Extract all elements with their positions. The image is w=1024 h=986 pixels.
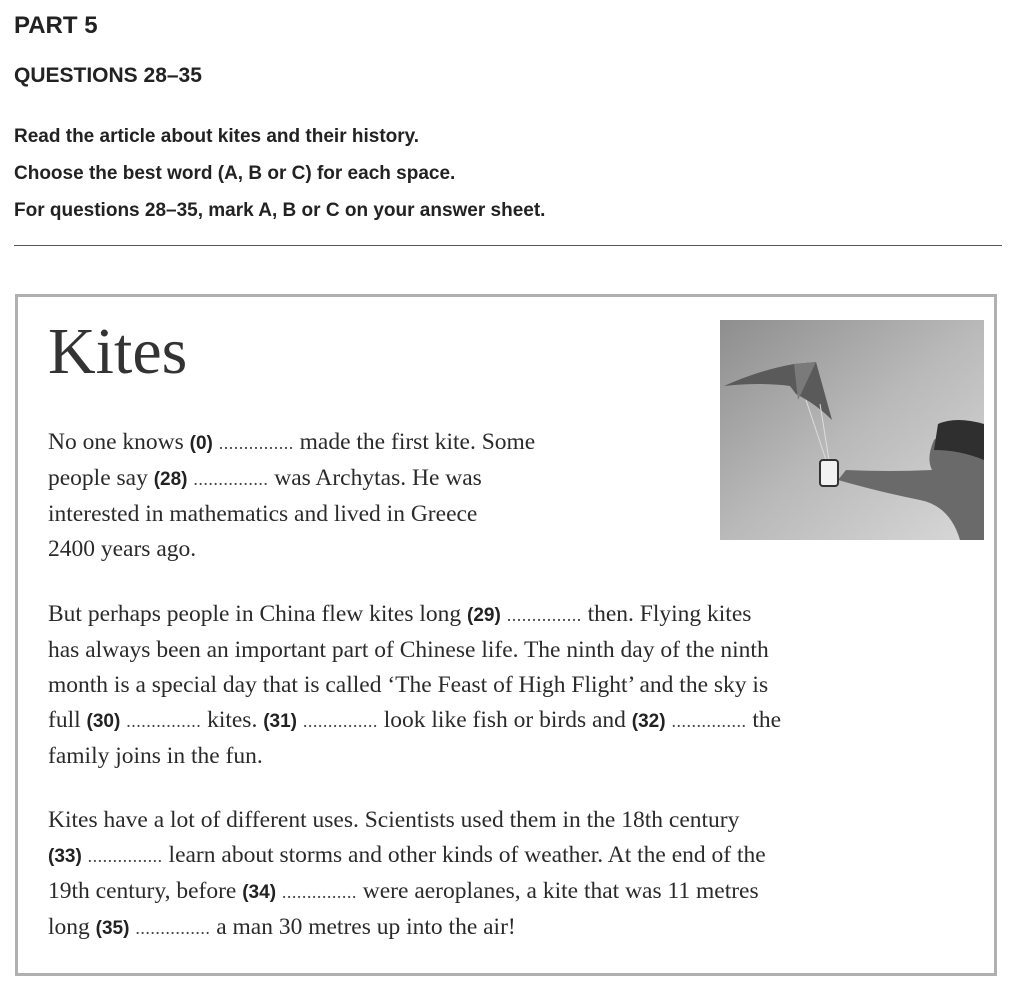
text-line: [48, 703, 988, 739]
instructions: [14, 118, 545, 229]
part-title: PART 5: [14, 12, 98, 39]
text-line: [48, 910, 988, 946]
question-number: (29): [467, 605, 501, 626]
text: But perhaps people in China flew kites long: [48, 601, 462, 627]
text: 19th century, before: [48, 878, 237, 904]
text-line: [48, 461, 688, 497]
kite-photo: [720, 320, 984, 540]
text: full: [48, 707, 81, 733]
text: a man 30 metres up into the air!: [216, 914, 516, 940]
article-box: [15, 294, 997, 976]
answer-blank: ...............: [135, 918, 211, 938]
instruction-line: Read the article about kites and their history.: [14, 126, 420, 147]
text: long: [48, 914, 90, 940]
text: made the first kite. Some: [299, 429, 536, 455]
answer-blank: ...............: [281, 882, 357, 902]
text-line: Kites have a lot of different uses. Scientists used them in the 18th century: [48, 807, 740, 833]
text: No one knows: [48, 429, 184, 455]
instruction-line: Choose the best word (A, B or C) for each space.: [14, 163, 456, 184]
instruction-line: For questions 28–35, mark A, B or C on your answer sheet.: [14, 200, 546, 221]
question-number: (31): [263, 711, 297, 732]
text-line: [48, 874, 988, 910]
text-line: [48, 838, 988, 874]
answer-blank: ...............: [671, 711, 747, 731]
question-number: (30): [86, 711, 121, 732]
text-line: [48, 425, 688, 461]
answer-blank: ...............: [302, 711, 378, 731]
question-number: (32): [631, 711, 666, 732]
question-number: (35): [95, 918, 130, 939]
text: the: [752, 707, 782, 733]
text: people say: [48, 465, 148, 491]
question-number: (28): [153, 469, 188, 490]
question-number: (33): [48, 846, 82, 867]
article-title: Kites: [48, 315, 188, 388]
answer-blank: ...............: [193, 469, 269, 489]
answer-blank: ...............: [218, 433, 294, 453]
question-number: (34): [242, 882, 277, 903]
text: was Archytas. He was: [274, 465, 482, 491]
paragraph-1: [48, 425, 688, 567]
question-number: (0): [189, 433, 213, 454]
text-line: has always been an important part of Chinese life. The ninth day of the ninth: [48, 637, 769, 663]
text: then. Flying kites: [587, 601, 752, 627]
text-line: family joins in the fun.: [48, 743, 263, 769]
answer-blank: ...............: [506, 605, 582, 625]
text: kites.: [207, 707, 258, 733]
paragraph-3: [48, 803, 988, 946]
text-line: month is a special day that is called ‘The Feast of High Flight’ and the sky is: [48, 672, 769, 698]
text: learn about storms and other kinds of weather. At the end of the: [168, 842, 766, 868]
text: look like fish or birds and: [383, 707, 626, 733]
answer-blank: ...............: [87, 846, 163, 866]
answer-blank: ...............: [126, 711, 202, 731]
divider: [14, 245, 1002, 246]
text-line: interested in mathematics and lived in Greece: [48, 501, 478, 527]
text: were aeroplanes, a kite that was 11 metres: [362, 878, 759, 904]
paragraph-2: [48, 597, 988, 774]
questions-title: QUESTIONS 28–35: [14, 64, 202, 87]
text-line: 2400 years ago.: [48, 536, 197, 562]
text-line: [48, 597, 988, 633]
